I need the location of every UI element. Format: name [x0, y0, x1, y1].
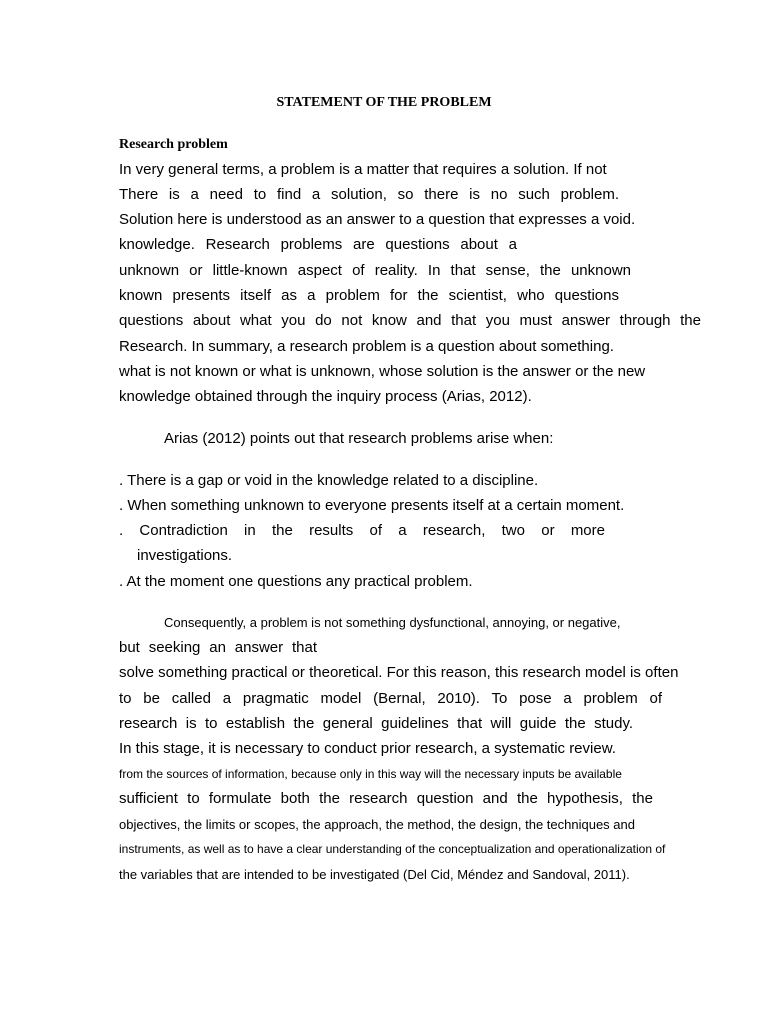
intro-line: Arias (2012) points out that research problems arise when:	[164, 430, 554, 447]
paragraph-line: questions about what you do not know and that you must answer through the	[119, 312, 701, 329]
bullet-item: . At the moment one questions any practical problem.	[119, 573, 473, 590]
paragraph-line: Research. In summary, a research problem is a question about something.	[119, 338, 614, 355]
paragraph-line: instruments, as well as to have a clear understanding of the conceptualization and operationalization of	[119, 842, 666, 856]
bullet-item: . There is a gap or void in the knowledge related to a discipline.	[119, 472, 539, 489]
paragraph-line: knowledge. Research problems are questions about a	[119, 236, 517, 253]
paragraph-line: to be called a pragmatic model (Bernal, 2010). To pose a problem of	[119, 690, 662, 707]
paragraph-line: Consequently, a problem is not something dysfunctional, annoying, or negative,	[164, 615, 621, 630]
paragraph-line: research is to establish the general guidelines that will guide the study.	[119, 715, 633, 732]
document-title: STATEMENT OF THE PROBLEM	[276, 95, 492, 110]
paragraph-line: the variables that are intended to be investigated (Del Cid, Méndez and Sandoval, 2011).	[119, 867, 630, 882]
section-heading: Research problem	[119, 137, 228, 152]
paragraph-line: known presents itself as a problem for the scientist, who questions	[119, 287, 619, 304]
paragraph-line: from the sources of information, because only in this way will the necessary inputs be available	[119, 767, 622, 781]
paragraph-line: knowledge obtained through the inquiry process (Arias, 2012).	[119, 388, 532, 405]
paragraph-line: but seeking an answer that	[119, 639, 317, 656]
paragraph-line: There is a need to find a solution, so there is no such problem.	[119, 186, 619, 203]
paragraph-line: what is not known or what is unknown, whose solution is the answer or the new	[119, 363, 646, 380]
bullet-item: . Contradiction in the results of a research, two or more	[119, 522, 605, 539]
paragraph-line: In very general terms, a problem is a matter that requires a solution. If not	[119, 161, 607, 178]
paragraph-line: Solution here is understood as an answer to a question that expresses a void.	[119, 211, 636, 228]
bullet-item-continuation: investigations.	[137, 547, 233, 564]
paragraph-line: sufficient to formulate both the research question and the hypothesis, the	[119, 790, 653, 807]
bullet-item: . When something unknown to everyone presents itself at a certain moment.	[119, 497, 625, 514]
paragraph-line: solve something practical or theoretical. For this reason, this research model is often	[119, 664, 679, 681]
paragraph-line: In this stage, it is necessary to conduct prior research, a systematic review.	[119, 740, 616, 757]
paragraph-line: unknown or little-known aspect of reality. In that sense, the unknown	[119, 262, 631, 279]
paragraph-line: objectives, the limits or scopes, the approach, the method, the design, the techniques and	[119, 817, 635, 832]
